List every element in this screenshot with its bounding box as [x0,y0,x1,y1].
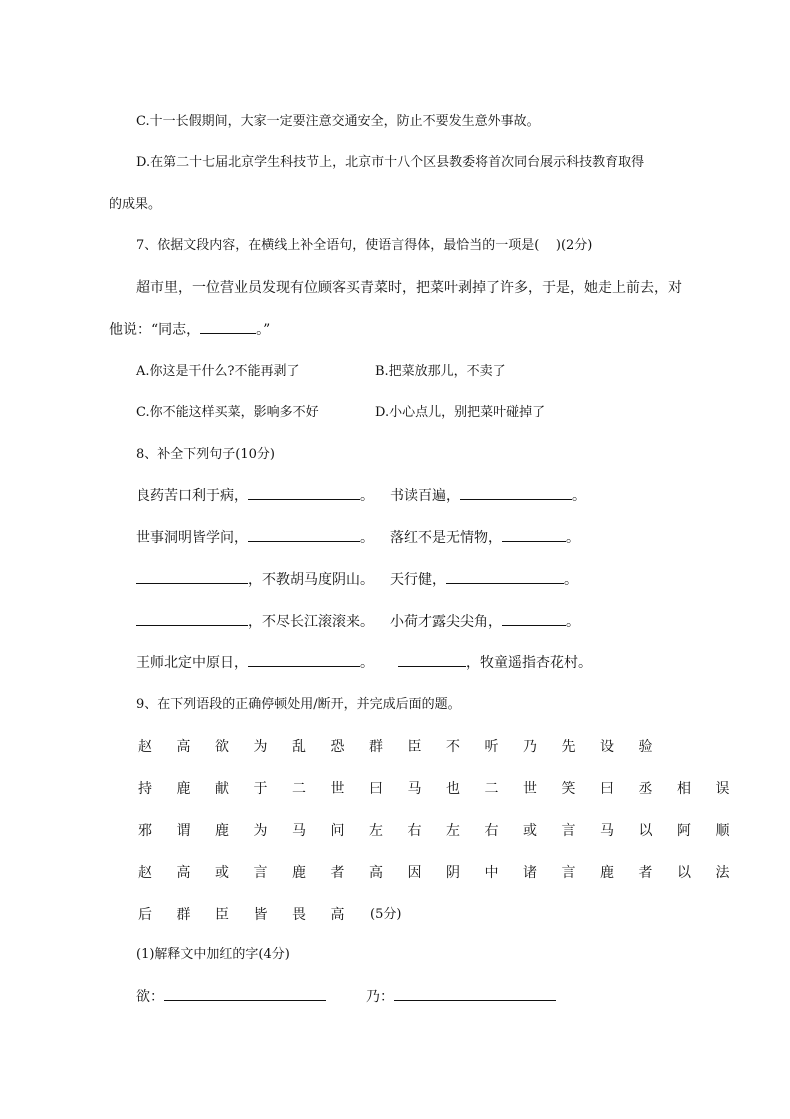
q9-word2-blank [394,988,556,1001]
q8-row5-right-suffix: ，牧童遥指杏花村。 [466,655,592,671]
q8-row2-right-prefix: 落红不是无情物， [390,530,502,546]
q9-word1-blank [164,988,326,1001]
q9-char-row5-4: 畏 [292,907,306,923]
q8-blank [136,571,248,584]
q8-blank [502,529,566,542]
q8-row3-right-prefix: 天行健， [390,572,446,588]
q6-option-c: C.十一长假期间，大家一定要注意交通安全，防止不要发生意外事故。 [136,114,540,129]
q8-row2-left-prefix: 世事洞明皆学问， [136,530,248,546]
q9-char-row4-1: 高 [176,865,191,881]
q9-char-row3-3: 为 [253,823,268,839]
q9-char-row5-5: 高 [330,907,345,923]
q8-row2-left [136,528,374,548]
q8-row1-right-suffix: 。 [572,488,586,504]
q8-blank [248,529,360,542]
q8-row1-right-prefix: 书读百遍， [390,488,460,504]
q9-char-row3-4: 马 [292,823,306,839]
q9-char-row4-15: 法 [715,865,730,881]
q9-char-row1-9: 听 [484,739,499,755]
q9-char-row4-6: 高 [369,865,383,881]
q7-passage-line1: 超市里，一位营业员发现有位顾客买青菜时，把菜叶剥掉了许多，于是，她走上前去，对 [136,280,682,296]
q9-char-row2-13: 丞 [638,781,653,797]
q9-char-row3-9: 右 [484,823,499,839]
q6-option-d-line2: 的成果。 [109,197,162,212]
q8-row3-right-suffix: 。 [564,572,578,588]
q8-row4-left-suffix: ，不尽长江滚滚来。 [248,614,374,630]
q8-row5-right [398,653,592,673]
q7-passage-line2 [109,320,270,340]
q9-char-row3-2: 鹿 [215,823,229,839]
q9-char-row1-3: 为 [253,739,268,755]
q9-char-row4-0: 赵 [138,865,152,881]
q9-sub1-answers [136,987,556,1007]
q9-word1-label: 欲： [136,989,164,1005]
q9-char-row5-0: 后 [138,907,152,923]
q7-passage-suffix: 。” [256,322,271,338]
q9-char-row2-14: 相 [677,781,691,797]
q9-char-row3-13: 以 [638,823,653,839]
q8-blank [398,654,466,667]
q9-score: (5分) [370,907,402,922]
q9-char-row1-6: 群 [369,739,383,755]
q8-row5-left-suffix: 。 [360,655,374,671]
q9-char-row3-14: 阿 [677,823,691,839]
q8-row3-left-suffix: ，不教胡马度阴山。 [248,572,374,588]
q9-char-row5-3: 皆 [253,907,268,923]
q9-char-row2-12: 曰 [600,781,614,797]
q9-char-row1-8: 不 [446,739,460,755]
q9-char-row3-8: 左 [446,823,460,839]
q7-title: 7、依据文段内容，在横线上补全语句，使语言得体，最恰当的一项是( )(2分) [136,238,593,253]
q7-answer-blank [200,321,256,334]
q8-row1-right [390,486,586,506]
q9-char-row2-10: 世 [523,781,537,797]
q9-char-row3-12: 马 [600,823,614,839]
q9-char-row4-12: 鹿 [600,865,614,881]
q8-row5-left [136,653,374,673]
q9-sub1-title: (1)解释文中加红的字(4分) [136,947,290,962]
q9-char-row2-0: 持 [138,781,152,797]
q9-char-row3-6: 左 [369,823,383,839]
q9-char-row2-3: 于 [253,781,268,797]
q9-char-row2-2: 献 [215,781,229,797]
q9-char-row4-4: 鹿 [292,865,306,881]
q9-char-row4-2: 或 [215,865,229,881]
q7-passage-prefix: 他说：“同志， [109,322,201,338]
q8-row4-left [136,612,374,632]
q9-char-row4-9: 中 [484,865,499,881]
q8-row4-right [390,612,580,632]
q9-char-row5-1: 群 [176,907,191,923]
q9-char-row2-5: 世 [330,781,345,797]
q9-char-row2-7: 马 [407,781,422,797]
q8-blank [248,654,360,667]
q9-char-row1-7: 臣 [407,739,422,755]
q9-char-row4-3: 言 [253,865,268,881]
q9-char-row4-11: 言 [561,865,576,881]
q9-char-row2-11: 笑 [561,781,576,797]
q7-option-b: B.把菜放那儿，不卖了 [375,364,506,379]
q9-char-row2-6: 曰 [369,781,383,797]
q9-char-row4-10: 诸 [523,865,537,881]
q9-char-row1-11: 先 [561,739,576,755]
q8-row3-right [390,570,578,590]
q9-word2-label: 乃： [366,989,394,1005]
q8-row1-left-prefix: 良药苦口利于病， [136,488,248,504]
q8-blank [502,613,566,626]
q8-row4-right-suffix: 。 [566,614,580,630]
q9-char-row4-7: 因 [407,865,422,881]
q9-char-row3-11: 言 [561,823,576,839]
q8-row1-left-suffix: 。 [360,488,374,504]
q9-char-row4-14: 以 [677,865,691,881]
q7-option-d: D.小心点儿，别把菜叶碰掉了 [375,405,546,420]
q9-char-row1-1: 高 [176,739,191,755]
q9-char-row3-7: 右 [407,823,422,839]
q8-row1-left [136,486,374,506]
q9-char-row3-5: 问 [330,823,345,839]
q8-blank [446,571,564,584]
q8-row3-left [136,570,374,590]
q9-title: 9、在下列语段的正确停顿处用/断开，并完成后面的题。 [136,697,461,712]
q9-char-row3-10: 或 [523,823,537,839]
q9-char-row2-1: 鹿 [176,781,191,797]
q9-char-row2-4: 二 [292,781,306,797]
q6-option-d-line1: D.在第二十七届北京学生科技节上，北京市十八个区县教委将首次同台展示科技教育取得 [136,155,645,170]
q8-row2-left-suffix: 。 [360,530,374,546]
q9-char-row3-15: 顺 [715,823,730,839]
q8-row4-right-prefix: 小荷才露尖尖角， [390,614,502,630]
q9-char-row3-1: 谓 [176,823,191,839]
q9-char-row4-13: 者 [638,865,653,881]
q9-char-row1-4: 乱 [292,739,306,755]
q9-char-row1-13: 验 [638,739,653,755]
q8-row5-left-prefix: 王师北定中原日， [136,655,248,671]
q7-option-c: C.你不能这样买菜，影响多不好 [136,405,319,420]
q9-char-row1-5: 恐 [330,739,345,755]
q8-row2-right-suffix: 。 [566,530,580,546]
q7-option-a: A.你这是干什么?不能再剥了 [136,364,300,379]
q8-blank [460,487,572,500]
q9-char-row2-8: 也 [446,781,460,797]
q9-char-row2-9: 二 [484,781,499,797]
q9-char-row4-5: 者 [330,865,345,881]
q9-char-row2-15: 误 [715,781,730,797]
q9-char-row1-0: 赵 [138,739,152,755]
q8-blank [136,613,248,626]
q9-char-row3-0: 邪 [138,823,152,839]
q9-char-row1-12: 设 [600,739,614,755]
q8-blank [248,487,360,500]
q9-char-row1-10: 乃 [523,739,537,755]
q8-row2-right [390,528,580,548]
q8-title: 8、补全下列句子(10分) [136,447,275,462]
q9-char-row5-2: 臣 [215,907,229,923]
q9-char-row4-8: 阴 [446,865,460,881]
q9-char-row1-2: 欲 [215,739,229,755]
